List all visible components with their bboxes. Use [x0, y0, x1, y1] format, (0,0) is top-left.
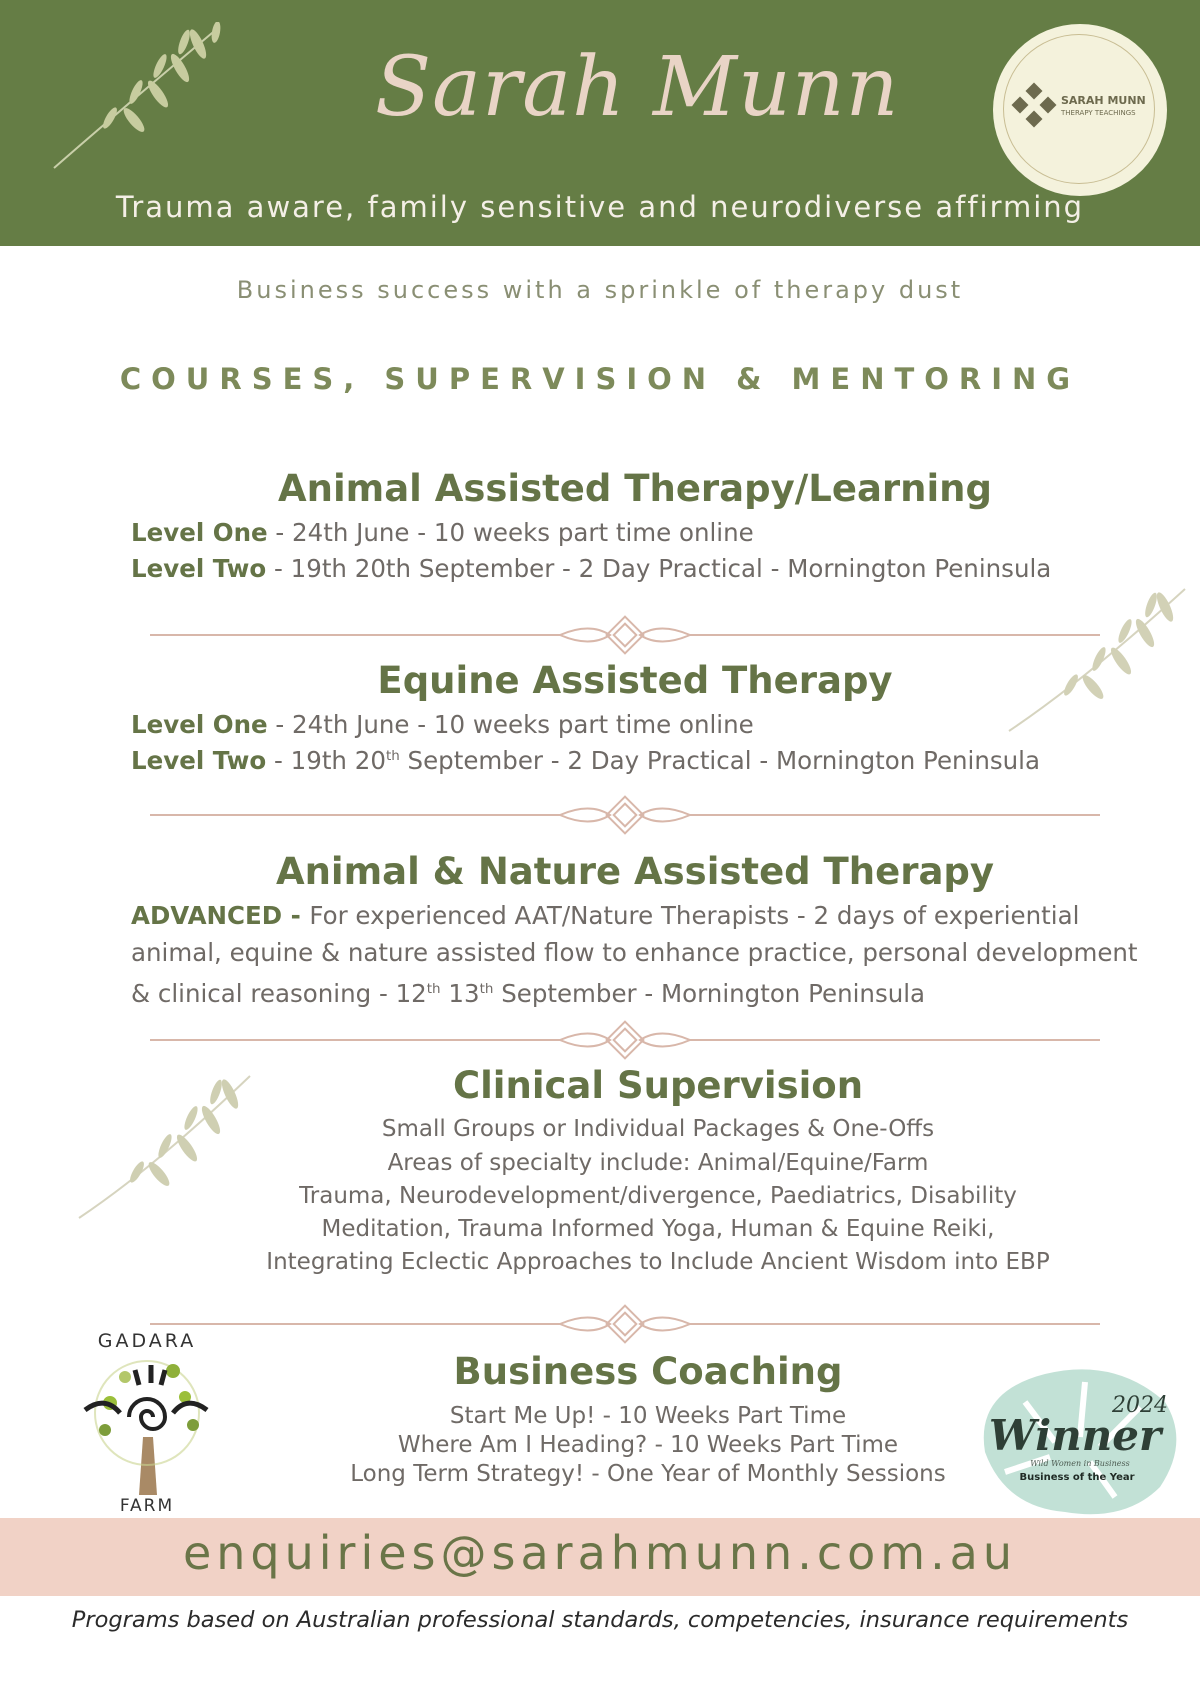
svg-text:FARM: FARM — [119, 1496, 175, 1515]
aat-level-two: Level Two - 19th 20th September - 2 Day Practical - Mornington Peninsula — [131, 554, 1052, 583]
logo-badge — [993, 24, 1167, 196]
supervision-line: Meditation, Trauma Informed Yoga, Human & Equine Reiki, — [321, 1216, 995, 1242]
svg-text:2024: 2024 — [1112, 1393, 1168, 1418]
svg-text:Business of the Year: Business of the Year — [1019, 1472, 1135, 1483]
coaching-line: Start Me Up! - 10 Weeks Part Time — [449, 1403, 847, 1429]
award-badge — [965, 1362, 1190, 1522]
ornament-divider-icon — [150, 792, 1100, 838]
brand-signature: Sarah Munn — [375, 40, 900, 135]
olive-branch-icon — [48, 22, 228, 172]
ornament-divider-icon — [150, 1301, 1100, 1347]
svg-text:GADARA: GADARA — [97, 1330, 197, 1352]
anat-title: Animal & Nature Assisted Therapy — [275, 850, 995, 893]
aat-title: Animal Assisted Therapy/Learning — [277, 467, 993, 510]
aat-level-one: Level One - 24th June - 10 weeks part time online — [131, 518, 754, 547]
header-banner — [0, 0, 1200, 246]
eat-level-two: Level Two - 19th 20th September - 2 Day Practical - Mornington Peninsula — [131, 746, 1040, 775]
supervision-line: Small Groups or Individual Packages & One-Offs — [381, 1116, 935, 1142]
eat-title: Equine Assisted Therapy — [377, 659, 893, 702]
lotus-mark-icon — [1011, 82, 1057, 128]
supervision-line: Areas of specialty include: Animal/Equine/Farm — [387, 1150, 929, 1176]
anat-description: ADVANCED - For experienced AAT/Nature Therapists - 2 days of experiential animal, equine & nature assisted flow to enhance practice, personal development & clinical reasoning - 12th 13th September - Mornington Peninsula — [131, 901, 1138, 1009]
svg-text:Wild Women in Business: Wild Women in Business — [1030, 1459, 1130, 1468]
email-link[interactable]: enquiries@sarahmunn.com.au — [182, 1526, 1018, 1580]
ornament-divider-icon — [150, 1017, 1100, 1063]
logo-name: SARAH MUNN — [1061, 94, 1146, 107]
eat-level-one: Level One - 24th June - 10 weeks part time online — [131, 710, 754, 739]
svg-text:Winner: Winner — [988, 1411, 1162, 1460]
coaching-line: Where Am I Heading? - 10 Weeks Part Time — [397, 1432, 899, 1458]
supervision-title: Clinical Supervision — [452, 1064, 864, 1107]
logo-subtitle: THERAPY TEACHINGS — [1061, 109, 1136, 117]
coaching-line: Long Term Strategy! - One Year of Monthly Sessions — [350, 1461, 946, 1487]
section-heading: COURSES, SUPERVISION & MENTORING — [119, 362, 1081, 396]
coaching-title: Business Coaching — [453, 1350, 843, 1393]
ornament-divider-icon — [150, 612, 1100, 658]
supervision-line: Integrating Eclectic Approaches to Include Ancient Wisdom into EBP — [266, 1249, 1050, 1275]
subtitle: Business success with a sprinkle of therapy dust — [236, 276, 964, 304]
footer-note: Programs based on Australian professional standards, competencies, insurance requirements — [71, 1607, 1129, 1633]
supervision-line: Trauma, Neurodevelopment/divergence, Paediatrics, Disability — [299, 1183, 1017, 1209]
tagline: Trauma aware, family sensitive and neurodiverse affirming — [115, 190, 1085, 224]
